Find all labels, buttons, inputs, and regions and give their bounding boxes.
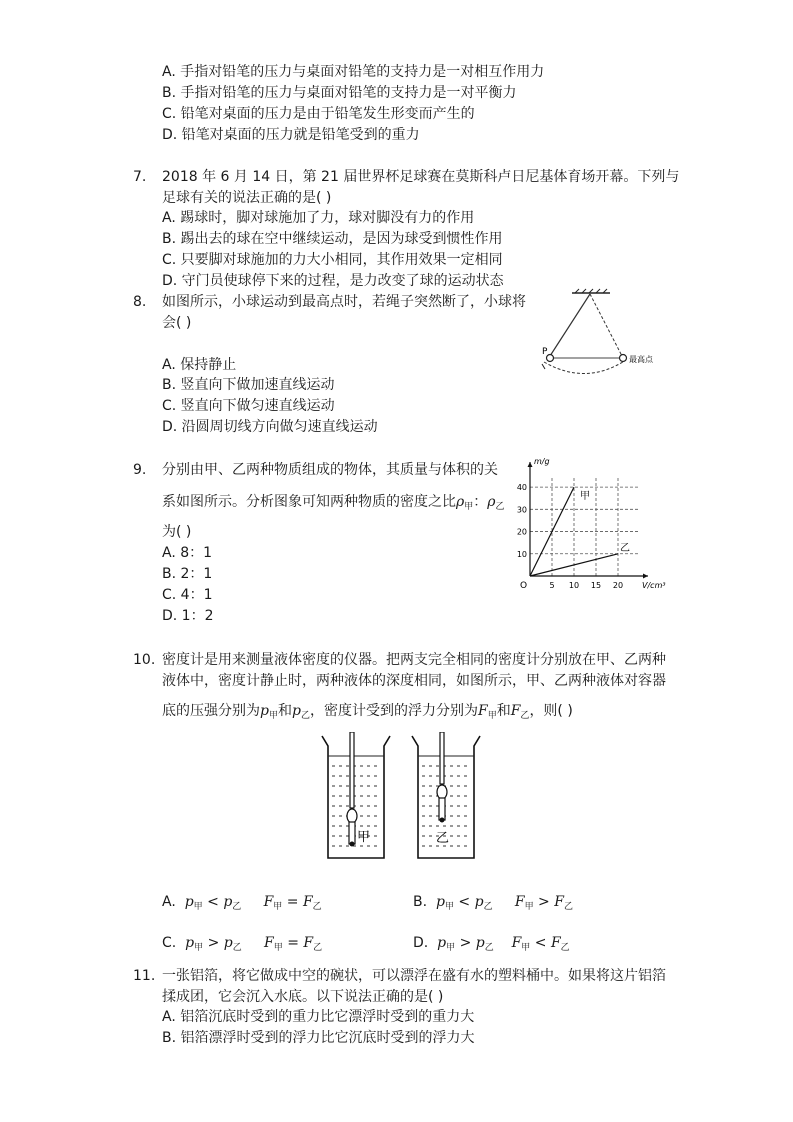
q9-stem-line1: 分别由甲、乙两种物质组成的物体，其质量与体积的关 — [162, 462, 498, 478]
q10-b-p1-sub: 甲 — [444, 902, 454, 912]
q7-option-a: A. 踢球时，脚对球施加了力，球对脚没有力的作用 — [162, 210, 475, 226]
y-tick-label: 20 — [516, 527, 527, 537]
hydrometer-figure — [318, 732, 498, 864]
point-p-label: P — [542, 347, 548, 357]
label-yi: 乙 — [436, 831, 450, 846]
q10-a-rel2: = — [286, 894, 299, 910]
rho-b: ρ — [487, 494, 496, 510]
x-tick-label: 10 — [568, 581, 580, 590]
q9-stem-line2 — [162, 492, 505, 517]
mass-volume-chart — [508, 456, 668, 596]
arrow-mark — [542, 364, 545, 369]
x-tick-label: 20 — [612, 581, 624, 590]
x-axis-arrow — [643, 574, 648, 579]
q10-b-letter: B. — [413, 894, 428, 910]
q9-option-b: B. 2：1 — [162, 566, 213, 582]
q10-text-c: ，密度计受到的浮力分别为 — [309, 703, 478, 719]
q9-stem-text: 系如图所示。分析图象可知两种物质的密度之比 — [162, 494, 456, 510]
q10-text-a: 底的压强分别为 — [162, 703, 260, 719]
q10-a-p1-sub: 甲 — [193, 902, 203, 912]
q11-option-b: B. 铝箔漂浮时受到的浮力比它沉底时受到的浮力大 — [162, 1030, 475, 1046]
q10-f-a: F — [477, 703, 488, 719]
q10-a-f2-sub: 乙 — [312, 902, 322, 912]
x-tick-label: 15 — [590, 581, 602, 590]
q10-p-a: p — [260, 703, 269, 719]
ball-p — [547, 355, 554, 362]
q10-c-p1-sub: 甲 — [194, 943, 204, 953]
rho-a: ρ — [456, 494, 465, 510]
q10-c-f1-sub: 甲 — [273, 943, 283, 953]
q10-c-f2-sub: 乙 — [313, 943, 323, 953]
q10-a-rel1: < — [207, 894, 219, 910]
q10-d-f1-sub: 甲 — [521, 943, 531, 953]
y-tick-label: 30 — [516, 505, 527, 515]
q10-c-f1: F — [264, 935, 274, 951]
q10-text-b: 和 — [277, 703, 292, 719]
q8-option-d: D. 沿圆周切线方向做匀速直线运动 — [162, 419, 378, 435]
q8-stem-line1: 如图所示，小球运动到最高点时，若绳子突然断了，小球将 — [162, 294, 526, 310]
swing-arc — [544, 360, 626, 374]
q10-p-b-sub: 乙 — [300, 711, 310, 721]
q10-d-p2-sub: 乙 — [484, 943, 494, 953]
q10-d-p1: p — [437, 935, 447, 951]
y-tick-label: 10 — [516, 549, 527, 559]
q10-d-f2: F — [550, 935, 561, 951]
q8-option-c: C. 竖直向下做匀速直线运动 — [162, 398, 335, 414]
q9-stem-line3: 为( ) — [162, 524, 192, 540]
q10-stem-line1: 密度计是用来测量液体密度的仪器。把两支完全相同的密度计分别放在甲、乙两种 — [162, 652, 666, 668]
q10-a-letter: A. — [162, 894, 176, 910]
q7-option-c: C. 只要脚对球施加的力大小相同，其作用效果一定相同 — [162, 252, 503, 268]
q10-d-f2-sub: 乙 — [560, 943, 570, 953]
q6-option-b: B. 手指对铅笔的压力与桌面对铅笔的支持力是一对平衡力 — [162, 85, 517, 101]
ball-top — [620, 355, 627, 362]
label-jia: 甲 — [357, 830, 371, 845]
q10-b-f1-sub: 甲 — [524, 902, 534, 912]
x-tick-label: 5 — [549, 581, 555, 590]
q10-b-f2: F — [554, 894, 564, 910]
q10-number: 10. — [133, 652, 156, 668]
q10-text-d: 和 — [496, 703, 511, 719]
q10-a-f1-sub: 甲 — [273, 902, 283, 912]
q10-b-p1: p — [435, 894, 445, 910]
q7-number: 7. — [133, 169, 147, 185]
q10-stem-line3 — [162, 701, 573, 726]
q10-c-p2-sub: 乙 — [232, 943, 242, 953]
q8-option-b: B. 竖直向下做加速直线运动 — [162, 377, 335, 393]
q10-d-rel1: > — [459, 935, 472, 951]
q10-option-d — [413, 933, 570, 958]
q10-p-b: p — [291, 703, 301, 719]
q10-b-rel2: > — [538, 894, 550, 910]
q6-option-a: A. 手指对铅笔的压力与桌面对铅笔的支持力是一对相互作用力 — [162, 64, 545, 80]
q10-f-b: F — [510, 703, 521, 719]
q7-option-b: B. 踢出去的球在空中继续运动，是因为球受到惯性作用 — [162, 231, 503, 247]
q10-b-rel1: < — [458, 894, 471, 910]
q10-b-p2-sub: 乙 — [483, 902, 493, 912]
q11-stem-line1: 一张铝箔，将它做成中空的碗状，可以漂浮在盛有水的塑料桶中。如果将这片铝箔 — [162, 968, 666, 984]
q9-option-a: A. 8：1 — [162, 545, 213, 561]
q10-f-b-sub: 乙 — [520, 711, 530, 721]
q9-number: 9. — [133, 462, 147, 478]
series-label-jia: 甲 — [580, 491, 590, 503]
q10-b-p2: p — [474, 894, 484, 910]
pendulum-string — [550, 294, 590, 356]
pendulum-figure — [530, 288, 690, 378]
q10-text-e: ，则( ) — [529, 703, 573, 719]
q10-a-p1: p — [184, 894, 194, 910]
y-axis-arrow — [528, 462, 533, 467]
q10-f-a-sub: 甲 — [487, 711, 497, 721]
origin-label: O — [520, 581, 528, 591]
x-axis-label: V/cm³ — [642, 581, 666, 590]
q8-number: 8. — [133, 294, 147, 310]
q10-d-p1-sub: 甲 — [446, 943, 456, 953]
q10-a-p2: p — [223, 894, 233, 910]
q10-a-f2: F — [302, 894, 313, 910]
q11-number: 11. — [133, 968, 156, 984]
y-tick-label: 40 — [516, 483, 527, 493]
q10-b-f2-sub: 乙 — [563, 902, 573, 912]
q10-option-c — [162, 933, 322, 958]
q10-d-f1: F — [511, 935, 522, 951]
q10-c-p2: p — [223, 935, 233, 951]
q10-c-p1: p — [185, 935, 195, 951]
ratio-colon: ： — [473, 494, 488, 510]
q10-option-b — [413, 892, 573, 917]
q10-d-rel2: < — [534, 935, 547, 951]
q11-option-a: A. 铝箔沉底时受到的重力比它漂浮时受到的重力大 — [162, 1009, 475, 1025]
y-axis-label: m/g — [534, 457, 550, 466]
series-line-yi — [530, 554, 618, 576]
q6-option-c: C. 铅笔对桌面的压力是由于铅笔发生形变而产生的 — [162, 106, 475, 122]
q10-c-f2: F — [303, 935, 314, 951]
q8-option-a: A. 保持静止 — [162, 357, 237, 373]
q10-option-a — [162, 892, 322, 917]
series-label-yi: 乙 — [620, 542, 630, 554]
container-jia — [322, 732, 390, 858]
point-top-label: 最高点 — [629, 355, 653, 364]
q7-option-d: D. 守门员使球停下来的过程，是力改变了球的运动状态 — [162, 273, 504, 289]
q10-c-rel1: > — [207, 935, 220, 951]
container-yi — [412, 732, 480, 858]
q10-c-letter: C. — [162, 935, 177, 951]
q10-d-letter: D. — [413, 935, 429, 951]
q10-d-p2: p — [475, 935, 485, 951]
q11-stem-line2: 揉成团，它会沉入水底。以下说法正确的是( ) — [162, 989, 444, 1005]
q10-a-p2-sub: 乙 — [232, 902, 242, 912]
pendulum-string-dashed — [590, 294, 622, 356]
q9-option-c: C. 4：1 — [162, 587, 213, 603]
q10-c-rel2: = — [287, 935, 299, 951]
q7-stem-line2: 足球有关的说法正确的是( ) — [162, 190, 332, 206]
rho-a-sub: 甲 — [464, 502, 474, 512]
q10-p-a-sub: 甲 — [268, 711, 278, 721]
rho-b-sub: 乙 — [495, 502, 505, 512]
q10-a-f1: F — [263, 894, 274, 910]
q10-b-f1: F — [514, 894, 525, 910]
q8-stem-line2: 会( ) — [162, 315, 192, 331]
q7-stem-line1: 2018 年 6 月 14 日，第 21 届世界杯足球赛在莫斯科卢日尼基体育场开幕。下列与 — [162, 169, 680, 185]
q9-option-d: D. 1：2 — [162, 608, 214, 624]
q6-option-d: D. 铅笔对桌面的压力就是铅笔受到的重力 — [162, 127, 420, 143]
q10-stem-line2: 液体中，密度计静止时，两种液体的深度相同，如图所示，甲、乙两种液体对容器 — [162, 673, 666, 689]
